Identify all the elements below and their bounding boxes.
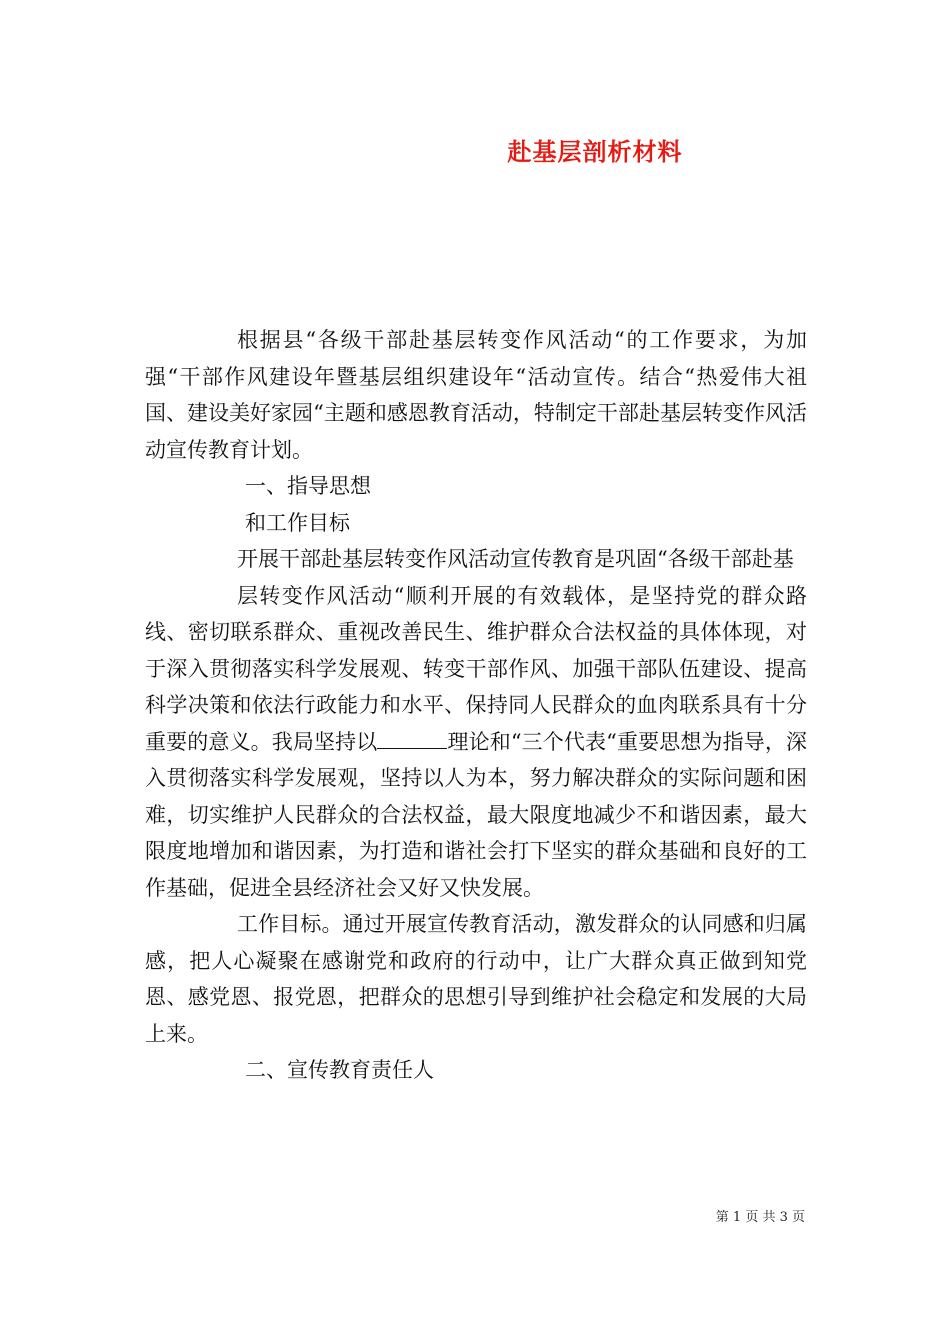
section-heading-1: 一、指导思想 <box>245 474 371 498</box>
paragraph-intro: 根据县“各级干部赴基层转变作风活动“的工作要求，为加强“干部作风建设年暨基层组织建设年“活动宣传。结合“热爱伟大祖国、建设美好家园“主题和感恩教育活动，特制定干部赴基层转变作风活动宣传教育计划。 <box>145 328 807 462</box>
document-body <box>145 322 807 1089</box>
section-heading-2: 二、宣传教育责任人 <box>245 1058 434 1082</box>
page-footer: 第 1 页 共 3 页 <box>715 1210 805 1225</box>
page-title: 赴基层剖析材料 <box>507 137 683 166</box>
paragraph-guiding-idea: 开展干部赴基层转变作风活动宣传教育是巩固“各级干部赴基 <box>237 547 794 571</box>
paragraph-significance-part1: 层转变作风活动“顺利开展的有效载体，是坚持党的群众路线、密切联系群众、重视改善民生、维护群众合法权益的具体体现，对于深入贯彻落实科学发展观、转变干部作风、加强干部队伍建设、提高科学决策和依法行政能力和水平、保持同人民群众的血肉联系具有十分重要的意义。我局坚持以 <box>145 583 807 754</box>
blank-underline <box>377 730 447 749</box>
paragraph-work-goal: 工作目标。通过开展宣传教育活动，激发群众的认同感和归属感，把人心凝聚在感谢党和政府的行动中，让广大群众真正做到知党恩、感党恩、报党恩，把群众的思想引导到维护社会稳定和发展的大局上来。 <box>145 912 807 1046</box>
section-heading-1-continued: 和工作目标 <box>245 510 350 535</box>
paragraph-significance-part2: 理论和“三个代表“重要思想为指导，深入贯彻落实科学发展观，坚持以人为本，努力解决群众的实际问题和困难，切实维护人民群众的合法权益，最大限度地减少不和谐因素，最大限度地增加和谐因素，为打造和谐社会打下坚实的群众基础和良好的工作基础，促进全县经济社会又好又快发展。 <box>145 729 807 900</box>
paragraph-significance <box>145 578 807 907</box>
